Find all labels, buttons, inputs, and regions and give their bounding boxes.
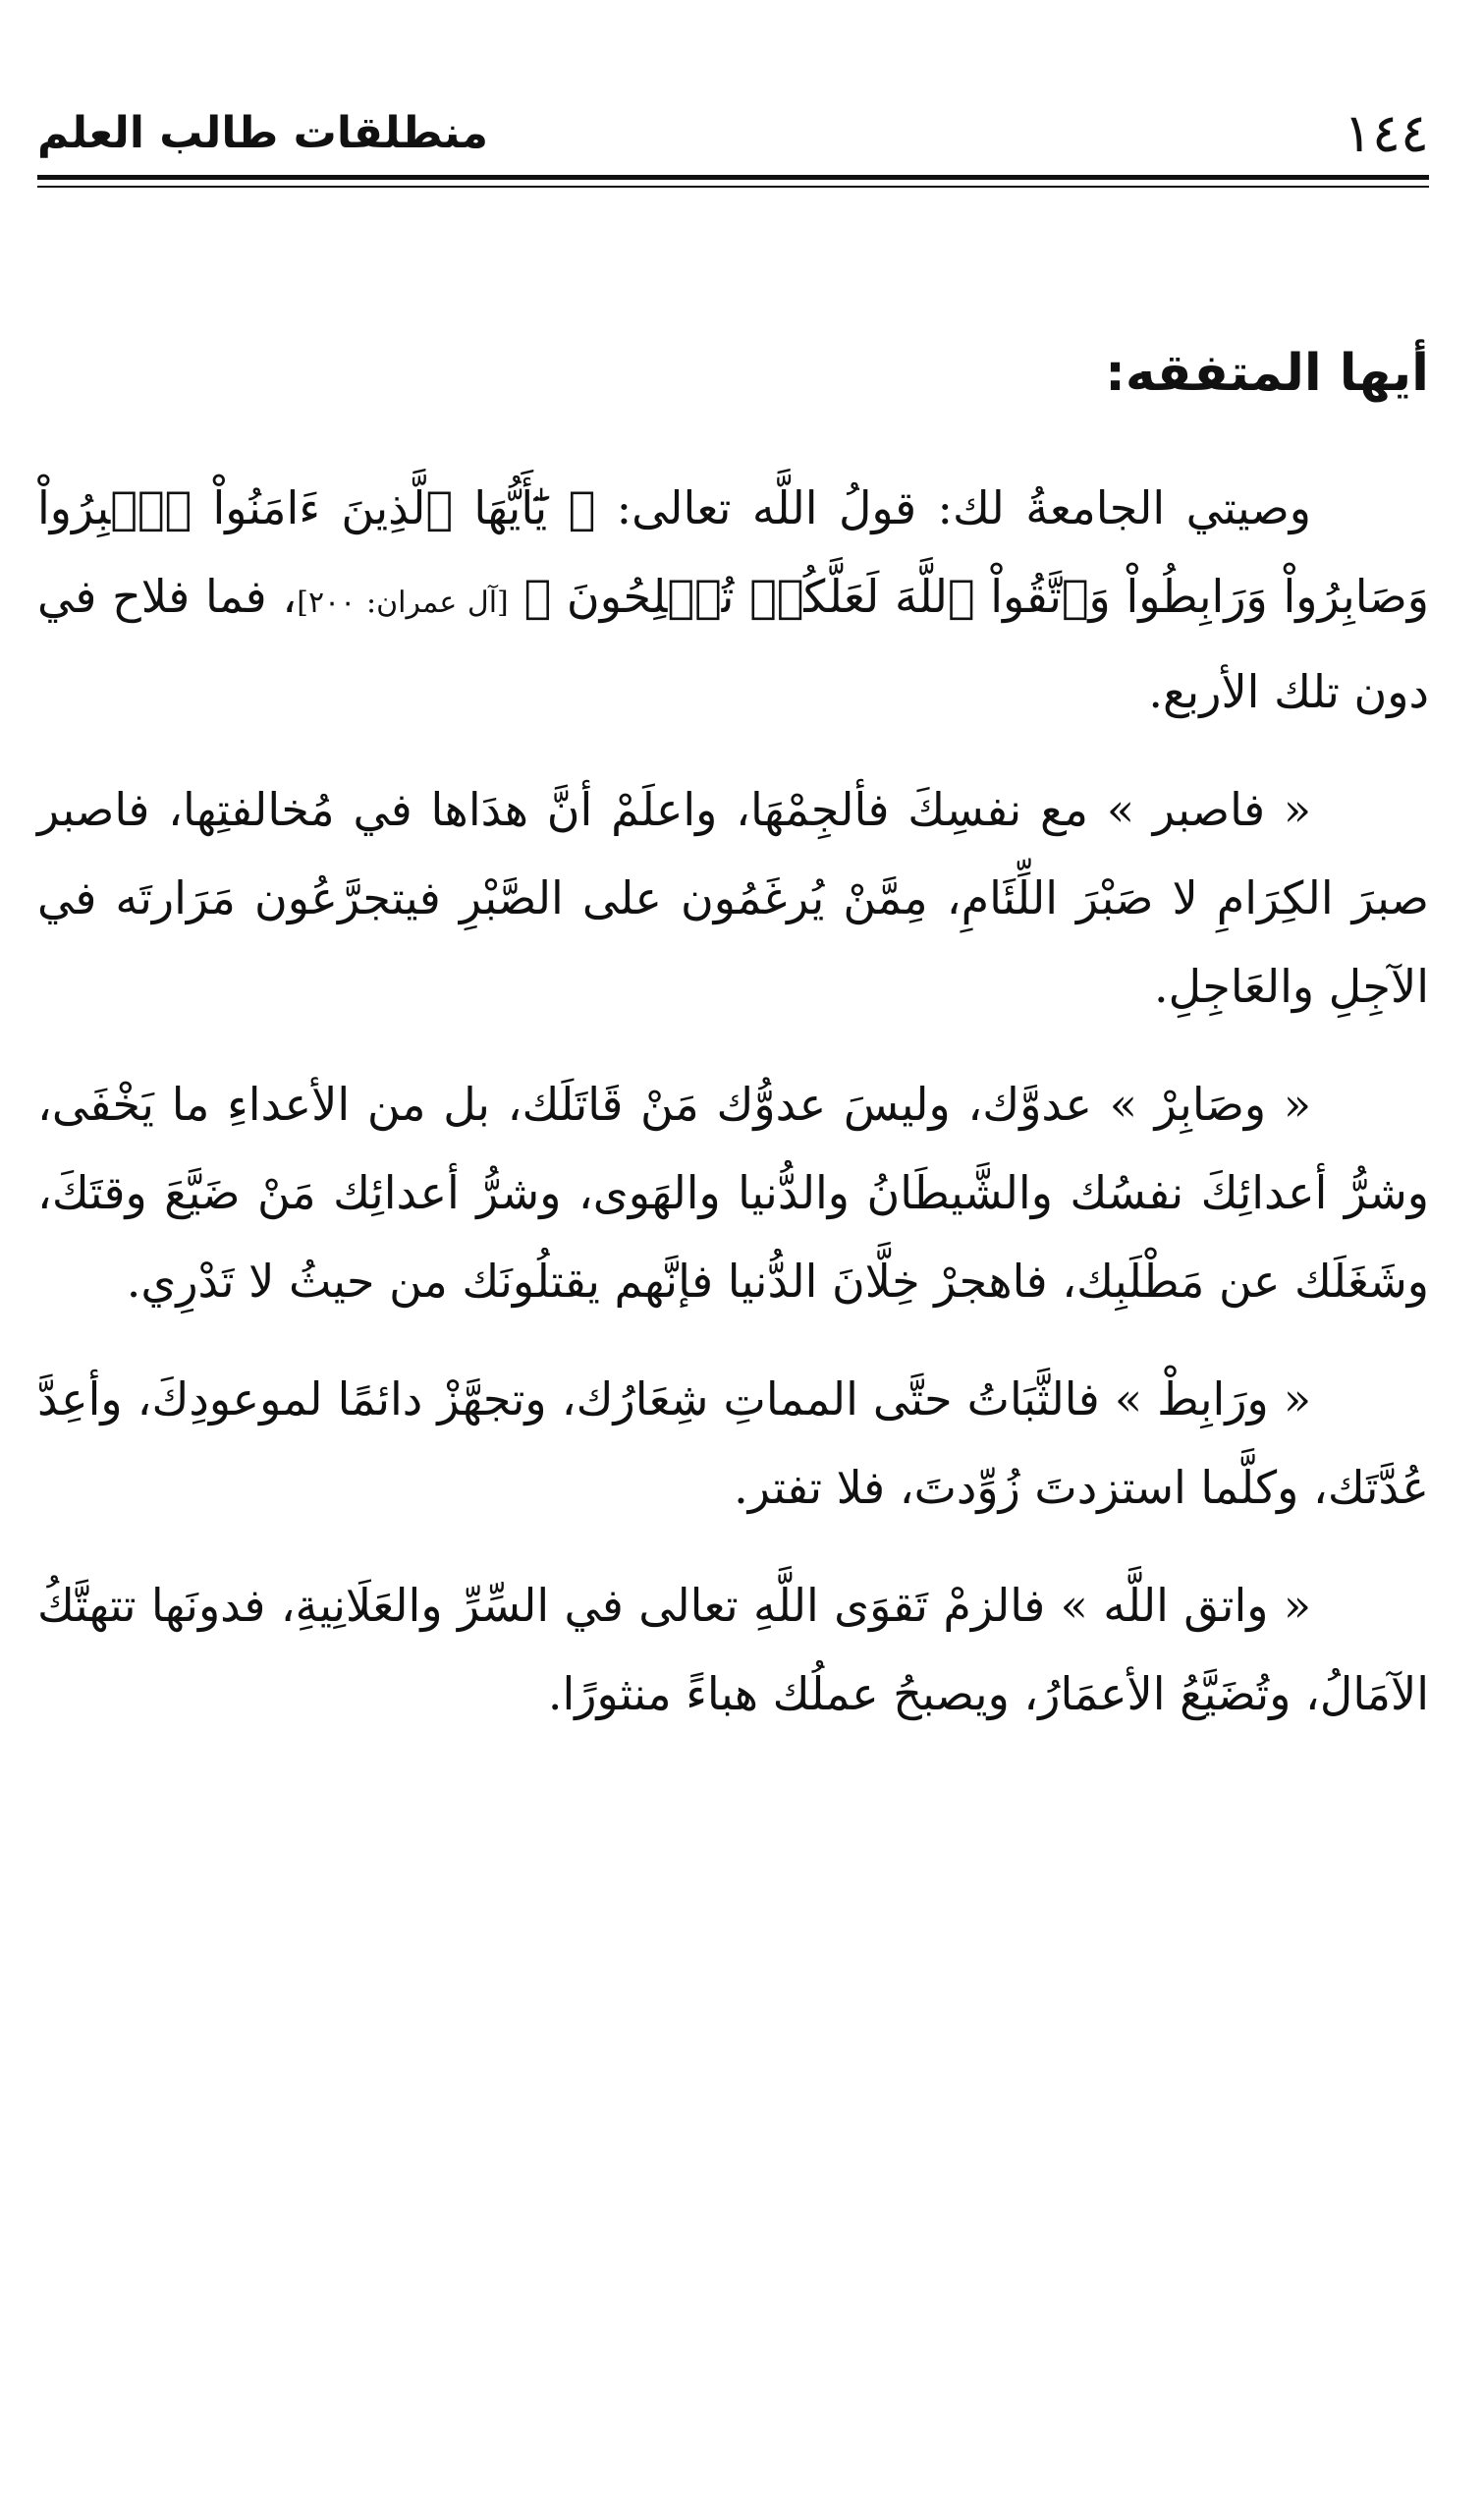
paragraph-verse (37, 464, 1429, 736)
section-heading: أيها المتفقه: (1105, 344, 1429, 403)
verse-citation: [آل عمران: ٢٠٠] (297, 586, 509, 620)
paragraph-endurance: « وصَابِرْ » عدوَّك، وليسَ عدوُّك مَنْ قَاتَلَك، بل من الأعداءِ ما يَخْفَى، وشرُّ أعدائِكَ نفسُك والشَّيطَانُ والدُّنيا والهَوى، وشرُّ أعدائِك مَنْ ضَيَّعَ وقتَكَ، وشَغَلَك عن مَطْلَبِك، فاهجرْ خِلَّانَ الدُّنيا فإنَّهم يقتلُونَك من حيثُ لا تَدْرِي. (37, 1078, 1429, 1308)
page-body (37, 334, 1429, 1767)
page-header (37, 94, 1429, 173)
paragraph-tail: ، فما فلاح في دون تلك الأربع. (37, 570, 1429, 718)
paragraph-steadfastness: « ورَابِطْ » فالثَّبَاتُ حتَّى المماتِ شِعَارُك، وتجهَّزْ دائمًا لموعودِكَ، وأعِدَّ عُدَّتَك، وكلَّما استزدتَ زُوِّدتَ، فلا تفتر. (37, 1372, 1429, 1514)
paragraph-patience: « فاصبر » مع نفسِكَ فألجِمْهَا، واعلَمْ أنَّ هدَاها في مُخالفتِها، فاصبر صبرَ الكِرَامِ لا صَبْرَ اللِّئَامِ، مِمَّنْ يُرغَمُون على الصَّبْرِ فيتجرَّعُون مَرَارتَه في الآجِلِ والعَاجِلِ. (37, 783, 1429, 1013)
quran-verse: ﴿ يَٰٓأَيُّهَا ٱلَّذِينَ ءَامَنُواْ ٱصۡبِرُواْ وَصَابِرُواْ وَرَابِطُواْ وَٱتَّقُواْ ٱللَّهَ لَعَلَّكُمۡ تُفۡلِحُونَ ﴾ (37, 481, 1429, 623)
running-title: منطلقات طالب العلم (37, 108, 489, 158)
header-rule-thick (37, 175, 1429, 180)
paragraph-intro: وصيتي الجامعةُ لك: قولُ اللَّه تعالى: (616, 481, 1311, 534)
page-number: ١٤٤ (1343, 102, 1429, 164)
paragraph-piety: « واتق اللَّه » فالزمْ تَقوَى اللَّهِ تعالى في السِّرِّ والعَلَانِيةِ، فدونَها تتهتَّكُ الآمَالُ، وتُضَيَّعُ الأعمَارُ، ويصبحُ عملُك هباءً منثورًا. (37, 1579, 1429, 1720)
header-rule-thin (37, 186, 1429, 188)
